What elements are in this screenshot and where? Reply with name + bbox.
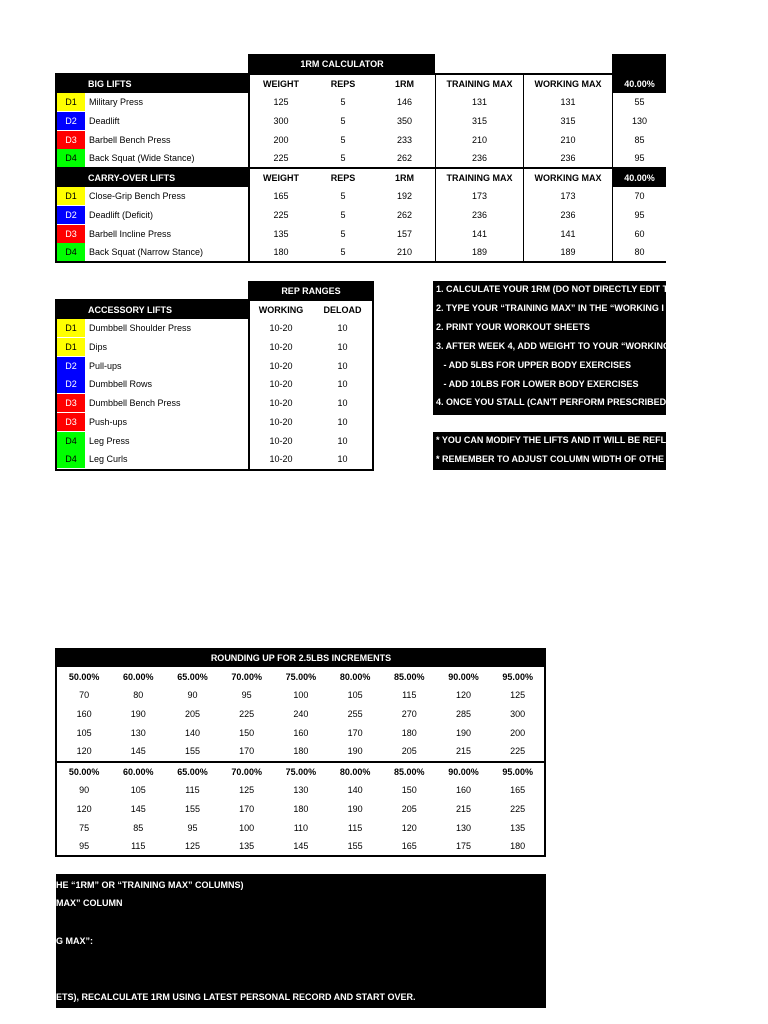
value-cell: 315 — [560, 115, 576, 126]
lift-name: Pull-ups — [89, 360, 122, 371]
value-cell: 189 — [471, 247, 488, 258]
value-cell: 10-20 — [269, 379, 293, 390]
percent-header: 95.00% — [502, 671, 533, 682]
rounded-value: 180 — [293, 803, 309, 814]
value-cell: 10-20 — [269, 341, 293, 352]
percent-header: 90.00% — [448, 766, 479, 777]
value-cell: 5 — [340, 115, 346, 126]
value-cell: 350 — [396, 115, 413, 126]
value-cell: 10-20 — [269, 416, 293, 427]
value-cell: 10 — [337, 416, 348, 427]
day-tag: D4 — [57, 243, 85, 261]
column-header: 1RM — [394, 172, 414, 183]
instruction-line: 4. ONCE YOU STALL (CAN'T PERFORM PRESCRIBED S — [436, 397, 675, 408]
rep-ranges-title: REP RANGES — [249, 281, 373, 300]
rounded-value: 205 — [401, 746, 417, 757]
acc-border-bottom — [56, 469, 374, 471]
rounded-value: 145 — [130, 803, 146, 814]
rounded-value: 215 — [455, 746, 471, 757]
note-line: * YOU CAN MODIFY THE LIFTS AND IT WILL BE REFLI — [436, 435, 669, 445]
day-tag: D3 — [57, 394, 85, 412]
value-cell: 5 — [340, 134, 346, 145]
percent-header: 50.00% — [68, 671, 100, 682]
rounded-value: 205 — [184, 708, 200, 719]
value-cell: 10-20 — [269, 360, 293, 371]
big-lifts-header: BIG LIFTS — [56, 74, 248, 93]
header-block-right — [612, 54, 666, 73]
rounded-value: 215 — [455, 803, 471, 814]
table-border-top — [56, 73, 666, 75]
rounded-value: 130 — [130, 727, 146, 738]
value-cell: 130 — [631, 115, 648, 126]
value-cell: 55 — [634, 97, 645, 107]
rounded-value: 120 — [455, 690, 471, 700]
rounded-value: 190 — [347, 746, 363, 757]
rounded-value: 200 — [510, 727, 526, 738]
lift-name: Dumbbell Rows — [89, 379, 153, 390]
instruction-line: - ADD 10LBS FOR LOWER BODY EXERCISES — [436, 378, 639, 389]
value-cell: 5 — [340, 228, 346, 239]
column-header: REPS — [330, 78, 356, 89]
value-cell: 173 — [560, 191, 576, 201]
bottom-note-line: G MAX”: — [56, 936, 93, 946]
rounded-value: 130 — [455, 822, 471, 833]
rounded-value: 115 — [347, 822, 363, 833]
rounded-value: 125 — [184, 841, 200, 852]
rounded-value: 125 — [239, 785, 255, 795]
lift-name: Push-ups — [89, 416, 128, 427]
rounded-value: 140 — [347, 785, 363, 795]
rounded-value: 140 — [184, 727, 200, 738]
rounded-value: 105 — [347, 690, 363, 700]
value-cell: 10 — [337, 323, 348, 333]
round-border-right — [544, 648, 546, 857]
value-cell: 70 — [634, 191, 645, 201]
lift-name: Deadlift (Deficit) — [89, 209, 154, 220]
value-cell: 85 — [634, 134, 645, 145]
value-cell: 236 — [560, 209, 576, 220]
value-cell: 10 — [337, 398, 348, 408]
rounded-value: 70 — [79, 690, 90, 700]
lift-name: Leg Curls — [89, 454, 128, 465]
lift-name: Military Press — [89, 97, 144, 107]
rounded-value: 190 — [347, 803, 363, 814]
percent-header: 90.00% — [448, 671, 479, 682]
percent-header: 85.00% — [394, 766, 425, 777]
instruction-line: 3. AFTER WEEK 4, ADD WEIGHT TO YOUR “WORKING — [436, 340, 671, 351]
rounded-value: 115 — [185, 785, 200, 795]
value-cell: 5 — [340, 97, 346, 107]
column-header: TRAINING MAX — [446, 78, 513, 89]
day-tag: D4 — [57, 450, 85, 468]
day-tag: D4 — [57, 432, 85, 450]
percent-header: 95.00% — [502, 766, 533, 777]
col-divider — [435, 73, 436, 263]
rounded-value: 205 — [401, 803, 417, 814]
rounded-value: 120 — [76, 803, 92, 814]
rounded-value: 170 — [239, 746, 255, 757]
column-header: DELOAD — [323, 304, 362, 315]
column-header: 1RM — [394, 78, 414, 89]
day-tag: D1 — [57, 187, 85, 205]
value-cell: 125 — [273, 97, 289, 107]
value-cell: 146 — [396, 97, 413, 107]
value-cell: 10-20 — [269, 323, 293, 333]
day-tag: D2 — [57, 112, 85, 130]
instruction-line: 2. TYPE YOUR “TRAINING MAX” IN THE “WORKING I — [436, 302, 664, 313]
column-header: 40.00% — [613, 74, 666, 93]
rounded-value: 90 — [79, 785, 90, 795]
day-tag: D2 — [57, 206, 85, 224]
accessory-lifts-header: ACCESSORY LIFTS — [56, 300, 248, 319]
rounded-value: 160 — [76, 708, 92, 719]
rounded-value: 225 — [510, 803, 526, 814]
value-cell: 189 — [560, 247, 576, 258]
instructions-box — [433, 281, 675, 415]
rounded-value: 115 — [402, 690, 417, 700]
column-header: WORKING — [258, 304, 304, 315]
value-cell: 80 — [634, 247, 645, 258]
value-cell: 5 — [340, 153, 346, 164]
notes-box — [433, 432, 669, 470]
rounded-value: 180 — [510, 841, 526, 852]
value-cell: 210 — [471, 134, 488, 145]
percent-header: 85.00% — [394, 671, 425, 682]
value-cell: 262 — [396, 209, 413, 220]
value-cell: 5 — [340, 191, 346, 201]
rounded-value: 160 — [455, 785, 471, 795]
rounded-value: 150 — [239, 727, 255, 738]
lift-name: Dumbbell Bench Press — [89, 398, 181, 408]
value-cell: 315 — [471, 115, 488, 126]
lift-name: Barbell Incline Press — [89, 228, 172, 239]
rounded-value: 125 — [510, 690, 526, 700]
value-cell: 5 — [340, 247, 346, 258]
rounded-value: 100 — [239, 822, 255, 833]
acc-divider — [248, 281, 250, 471]
round-border-mid — [56, 761, 546, 763]
col-divider — [248, 54, 250, 263]
acc-border-top — [56, 299, 374, 301]
day-tag: D3 — [57, 131, 85, 149]
percent-header: 80.00% — [339, 766, 371, 777]
acc-border-left — [55, 299, 57, 471]
note-line: * REMEMBER TO ADJUST COLUMN WIDTH OF OTHE — [436, 454, 664, 464]
value-cell: 300 — [273, 115, 289, 126]
day-tag: D2 — [57, 357, 85, 375]
value-cell: 10 — [337, 454, 348, 465]
day-tag: D1 — [57, 338, 85, 356]
value-cell: 10 — [337, 360, 348, 371]
rounded-value: 85 — [133, 822, 144, 833]
rounded-value: 285 — [455, 708, 471, 719]
rounded-value: 190 — [455, 727, 471, 738]
day-tag: D2 — [57, 375, 85, 393]
value-cell: 225 — [273, 209, 289, 220]
percent-header: 60.00% — [123, 766, 154, 777]
value-cell: 210 — [396, 247, 413, 258]
table-border-left — [55, 73, 57, 263]
rounded-value: 190 — [130, 708, 146, 719]
rounded-value: 155 — [347, 841, 363, 852]
percent-header: 60.00% — [123, 671, 154, 682]
percent-header: 65.00% — [177, 766, 208, 777]
rounded-value: 255 — [347, 708, 363, 719]
lift-name: Leg Press — [89, 435, 130, 446]
rounded-value: 100 — [293, 690, 309, 700]
rounded-value: 170 — [239, 803, 255, 814]
table-border-mid — [56, 167, 666, 169]
value-cell: 95 — [634, 209, 645, 220]
rounded-value: 95 — [187, 822, 198, 833]
column-header: 40.00% — [613, 168, 666, 187]
table-border-bottom — [56, 261, 666, 263]
rounded-value: 150 — [401, 785, 417, 795]
rounded-value: 115 — [131, 841, 146, 852]
value-cell: 10 — [337, 435, 348, 446]
value-cell: 225 — [273, 153, 289, 164]
lift-name: Deadlift — [89, 115, 120, 126]
rounded-value: 270 — [401, 708, 417, 719]
rounded-value: 120 — [401, 822, 417, 833]
value-cell: 95 — [634, 153, 645, 164]
instruction-line: 2. PRINT YOUR WORKOUT SHEETS — [436, 321, 590, 332]
rounded-value: 135 — [239, 841, 255, 852]
acc-border-right — [372, 281, 374, 471]
rounded-value: 145 — [130, 746, 146, 757]
value-cell: 5 — [340, 209, 346, 220]
column-header: WEIGHT — [263, 172, 299, 183]
percent-header: 80.00% — [339, 671, 371, 682]
rounding-title: ROUNDING UP FOR 2.5LBS INCREMENTS — [56, 648, 546, 667]
rounded-value: 225 — [510, 746, 526, 757]
day-tag: D1 — [57, 93, 85, 111]
rounded-value: 145 — [293, 841, 309, 852]
lift-name: Barbell Bench Press — [89, 134, 171, 145]
value-cell: 157 — [396, 228, 413, 239]
rounded-value: 110 — [293, 822, 309, 833]
day-tag: D3 — [57, 225, 85, 243]
round-border-bottom — [56, 855, 546, 857]
rounded-value: 105 — [76, 727, 92, 738]
value-cell: 131 — [471, 97, 488, 107]
rounded-value: 180 — [293, 746, 309, 757]
col-divider — [523, 73, 524, 263]
value-cell: 210 — [560, 134, 576, 145]
rounded-value: 95 — [79, 841, 90, 852]
rounded-value: 155 — [184, 803, 200, 814]
value-cell: 173 — [471, 191, 488, 201]
rounded-value: 130 — [293, 785, 309, 795]
value-cell: 131 — [560, 97, 576, 107]
value-cell: 141 — [471, 228, 488, 239]
instruction-line: - ADD 5LBS FOR UPPER BODY EXERCISES — [436, 359, 632, 370]
rounded-value: 120 — [76, 746, 92, 757]
value-cell: 165 — [273, 191, 289, 201]
bottom-note-line: ETS), RECALCULATE 1RM USING LATEST PERSONAL RECORD AND START OVER. — [56, 992, 416, 1002]
rounded-value: 180 — [401, 727, 417, 738]
rounded-value: 170 — [347, 727, 363, 738]
value-cell: 262 — [396, 153, 413, 164]
value-cell: 180 — [273, 247, 289, 258]
instruction-line: 1. CALCULATE YOUR 1RM (DO NOT DIRECTLY EDIT T — [436, 284, 669, 294]
calculator-title: 1RM CALCULATOR — [249, 54, 435, 73]
value-cell: 10-20 — [269, 454, 293, 465]
value-cell: 60 — [634, 228, 645, 239]
value-cell: 10-20 — [269, 435, 293, 446]
lift-name: Back Squat (Narrow Stance) — [89, 247, 204, 258]
rounded-value: 105 — [130, 785, 146, 795]
column-header: WORKING MAX — [534, 78, 602, 89]
value-cell: 236 — [471, 209, 488, 220]
percent-header: 70.00% — [231, 766, 262, 777]
rounded-value: 165 — [401, 841, 417, 852]
rounded-value: 240 — [293, 708, 309, 719]
column-header: WORKING MAX — [534, 172, 602, 183]
lift-name: Dips — [89, 341, 108, 352]
column-header: REPS — [330, 172, 356, 183]
bottom-note-line: HE “1RM” OR “TRAINING MAX” COLUMNS) — [56, 880, 244, 890]
round-border-left — [55, 648, 57, 857]
carry-over-header: CARRY-OVER LIFTS — [56, 168, 248, 187]
column-header: TRAINING MAX — [446, 172, 513, 183]
bottom-notes-box — [56, 874, 546, 1008]
rounded-value: 225 — [239, 708, 255, 719]
percent-header: 50.00% — [68, 766, 100, 777]
rounded-value: 165 — [510, 785, 526, 795]
rounded-value: 175 — [455, 841, 471, 852]
day-tag: D1 — [57, 319, 85, 337]
rounded-value: 95 — [241, 690, 252, 700]
value-cell: 10 — [337, 379, 348, 390]
col-divider — [612, 54, 613, 263]
value-cell: 233 — [396, 134, 413, 145]
bottom-note-line: MAX” COLUMN — [56, 898, 123, 908]
day-tag: D4 — [57, 149, 85, 167]
value-cell: 141 — [560, 228, 576, 239]
value-cell: 10-20 — [269, 398, 293, 408]
percent-header: 75.00% — [285, 766, 317, 777]
rounded-value: 300 — [510, 708, 526, 719]
value-cell: 200 — [273, 134, 289, 145]
lift-name: Back Squat (Wide Stance) — [89, 153, 195, 164]
rounded-value: 155 — [184, 746, 200, 757]
value-cell: 135 — [273, 228, 289, 239]
percent-header: 70.00% — [231, 671, 262, 682]
rounded-value: 135 — [510, 822, 526, 833]
day-tag: D3 — [57, 413, 85, 431]
percent-header: 65.00% — [177, 671, 208, 682]
value-cell: 236 — [560, 153, 576, 164]
column-header: WEIGHT — [263, 78, 299, 89]
rounded-value: 160 — [293, 727, 309, 738]
rounded-value: 75 — [79, 822, 90, 833]
lift-name: Close-Grip Bench Press — [89, 191, 186, 201]
value-cell: 236 — [471, 153, 488, 164]
value-cell: 10 — [337, 341, 348, 352]
rounded-value: 80 — [133, 690, 144, 700]
rounded-value: 90 — [187, 690, 198, 700]
percent-header: 75.00% — [285, 671, 317, 682]
value-cell: 192 — [396, 191, 413, 201]
lift-name: Dumbbell Shoulder Press — [89, 323, 192, 333]
